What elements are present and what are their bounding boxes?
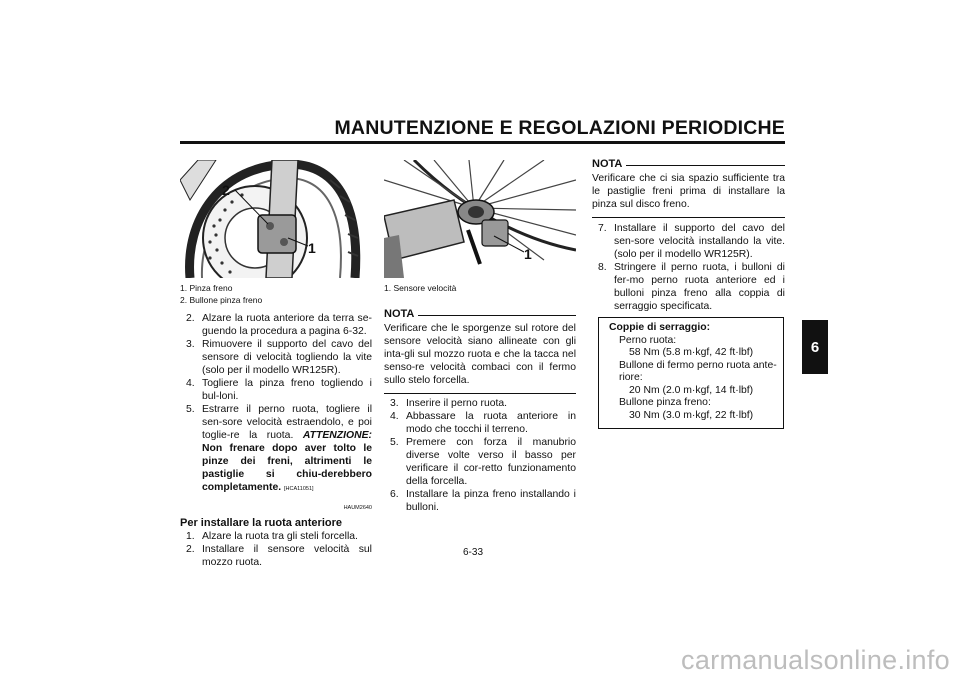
list-item: 4. Abbassare la ruota anteriore in modo che tocchi il terreno. [390, 411, 576, 435]
watermark: carmanualsonline.info [681, 645, 950, 675]
header-rule [180, 141, 785, 144]
chapter-tab: 6 [802, 320, 828, 374]
list-item: 7. Installare il supporto del cavo del sen-sore velocità installando la vite. (solo per il modello WR125R). [598, 223, 785, 260]
attention-label: ATTENZIONE: [302, 430, 372, 441]
section-code: HAUM2640 [343, 505, 372, 511]
nota-label: NOTA [592, 158, 623, 170]
figure-caption-1: 1. Sensore velocità [384, 283, 457, 293]
list-item: 1. Alzare la ruota tra gli steli forcella. [186, 531, 358, 542]
list-item: 2. Installare il sensore velocità sul mozzo ruota. [186, 544, 372, 568]
nota-text: Verificare che le sporgenze sul rotore del sensore velocità siano allineate con gli inta-gli sul mozzo ruota e che la tacca nel senso-re velocità combaci con il fermo sullo stelo forcella. [384, 323, 576, 386]
figure-caption-1: 1. Pinza freno [180, 283, 233, 293]
nota-block [592, 158, 785, 218]
page-number: 6-33 [463, 547, 484, 558]
torque-specs-box [598, 317, 784, 429]
callout-2: 2 [222, 182, 230, 198]
list-item: 6. Installare la pinza freno installando i bulloni. [390, 489, 576, 513]
list-item: 3. Rimuovere il supporto del cavo del sensore di velocità togliendo la vite (solo per il modello WR125R). [186, 339, 372, 376]
right-column-text [592, 222, 785, 313]
callout-1: 1 [524, 246, 532, 262]
nota-block [384, 308, 576, 394]
section-title: Per installare la ruota anteriore [180, 517, 343, 529]
torque-value: 30 Nm (3.0 m·kgf, 22 ft·lbf) [629, 409, 754, 421]
attention-text: Non frenare dopo aver tolto le pinze dei freni, altrimenti le pastiglie si chiu-derebbero completamente. [202, 443, 372, 493]
list-item: 8. Stringere il perno ruota, i bulloni di fer-mo perno ruota anteriore ed i bulloni pinza freno alla coppia di serraggio specificata. [598, 262, 785, 312]
warning-code: [HCA11051] [284, 486, 314, 492]
nota-label: NOTA [384, 308, 415, 320]
list-item: 4. Togliere la pinza freno togliendo i bul-loni. [186, 378, 372, 402]
page-title: MANUTENZIONE E REGOLAZIONI PERIODICHE [334, 117, 785, 139]
list-item: 5. Estrarre il perno ruota, togliere il sen-sore velocità estraendolo, e poi toglie-re la ruota. ATTENZIONE: Non frenare dopo aver tolto le pinze dei freni, altrimenti le pastiglie si chiu-derebbero completamente. [HCA11051] [186, 404, 372, 493]
torque-value: 58 Nm (5.8 m·kgf, 42 ft·lbf) [629, 347, 754, 358]
list-item: 3. Inserire il perno ruota. [390, 398, 508, 409]
torque-label: Bullone di fermo perno ruota ante-riore: [619, 359, 777, 383]
figure-caption-2: 2. Bullone pinza freno [180, 295, 263, 305]
middle-column-text [384, 397, 576, 514]
nota-text: Verificare che ci sia spazio sufficiente tra le pastiglie freni prima di installare la pinza sul disco freno. [592, 173, 785, 210]
torque-label: Bullone pinza freno: [619, 397, 711, 408]
torque-title: Coppie di serraggio: [609, 322, 711, 333]
brake-caliper-figure [180, 160, 367, 278]
list-item: 5. Premere con forza il manubrio diverse volte verso il basso per verificare il cor-retto funzionamento della forcella. [390, 437, 576, 487]
list-item: 2. Alzare la ruota anteriore da terra se-guendo la procedura a pagina 6-32. [186, 313, 372, 337]
torque-label: Perno ruota: [619, 334, 677, 346]
left-column-text [180, 312, 372, 569]
torque-value: 20 Nm (2.0 m·kgf, 14 ft·lbf) [629, 384, 754, 396]
speed-sensor-figure [384, 160, 576, 278]
callout-1: 1 [308, 240, 316, 256]
